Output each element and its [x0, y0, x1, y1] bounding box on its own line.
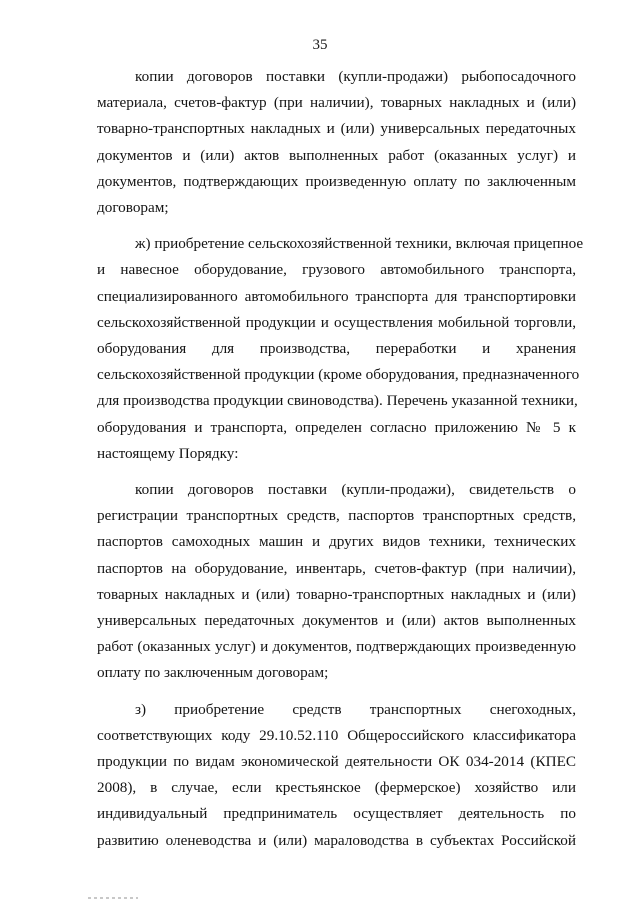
text-line: ж) приобретение сельскохозяйственной техники, включая прицепное — [135, 235, 584, 253]
text-line: з) приобретение средств транспортных снегоходных, — [135, 700, 576, 718]
text-line: материала, счетов-фактур (при наличии), товарных накладных и (или) — [97, 94, 576, 112]
page-number: 35 — [312, 37, 328, 53]
paragraph-item-zh — [97, 231, 584, 467]
text-line: оборудования для производства, переработки и хранения — [97, 340, 576, 358]
text-line: специализированного автомобильного транспорта для транспортировки — [97, 287, 576, 305]
text-line: развитию оленеводства и (или) мараловодства в субъектах Российской — [97, 831, 576, 849]
text-line: универсальных передаточных документов и (или) актов выполненных — [97, 612, 576, 630]
text-line: товарно-транспортных накладных и (или) универсальных передаточных — [97, 120, 576, 138]
text-line: сельскохозяйственной продукции и осуществления мобильной торговли, — [97, 313, 576, 331]
text-line: документов и (или) актов выполненных работ (оказанных услуг) и — [97, 146, 576, 164]
document-body — [97, 64, 584, 854]
text-line: копии договоров поставки (купли-продажи) рыбопосадочного — [135, 68, 576, 85]
paragraph-item-z — [97, 697, 576, 854]
text-line: регистрации транспортных средств, паспортов транспортных средств, — [97, 507, 576, 525]
text-line: и навесное оборудование, грузового автомобильного транспорта, — [97, 261, 576, 279]
text-line: копии договоров поставки (купли-продажи), свидетельств о — [135, 481, 576, 499]
text-line: товарных накладных и (или) товарно-транспортных накладных и (или) — [97, 585, 576, 603]
text-line: договорам; — [97, 199, 169, 217]
text-line: паспортов на оборудование, инвентарь, счетов-фактур (при наличии), — [97, 559, 576, 577]
text-line: продукции по видам экономической деятельности ОК 034-2014 (КПЕС — [97, 753, 576, 771]
text-line: документов, подтверждающих произведенную оплату по заключенным — [97, 172, 576, 190]
paragraph-contract-copies-fish — [97, 64, 576, 221]
text-line: оплату по заключенным договорам; — [97, 664, 329, 682]
paragraph-contract-copies-machinery — [97, 477, 576, 687]
text-line: оборудования и транспорта, определен согласно приложению № 5 к — [97, 418, 576, 436]
text-line: индивидуальный предприниматель осуществляет деятельность по — [97, 805, 576, 823]
scan-artifact — [88, 897, 138, 899]
text-line: паспортов самоходных машин и других видов техники, технических — [97, 533, 576, 551]
text-line: для производства продукции свиноводства). Перечень указанной техники, — [97, 392, 578, 410]
text-line: 2008), в случае, если крестьянское (фермерское) хозяйство или — [97, 779, 576, 797]
text-line: соответствующих коду 29.10.52.110 Общероссийского классификатора — [97, 726, 576, 744]
text-line: сельскохозяйственной продукции (кроме оборудования, предназначенного — [97, 366, 580, 384]
text-line: работ (оказанных услуг) и документов, подтверждающих произведенную — [97, 638, 576, 656]
text-line: настоящему Порядку: — [97, 444, 239, 462]
